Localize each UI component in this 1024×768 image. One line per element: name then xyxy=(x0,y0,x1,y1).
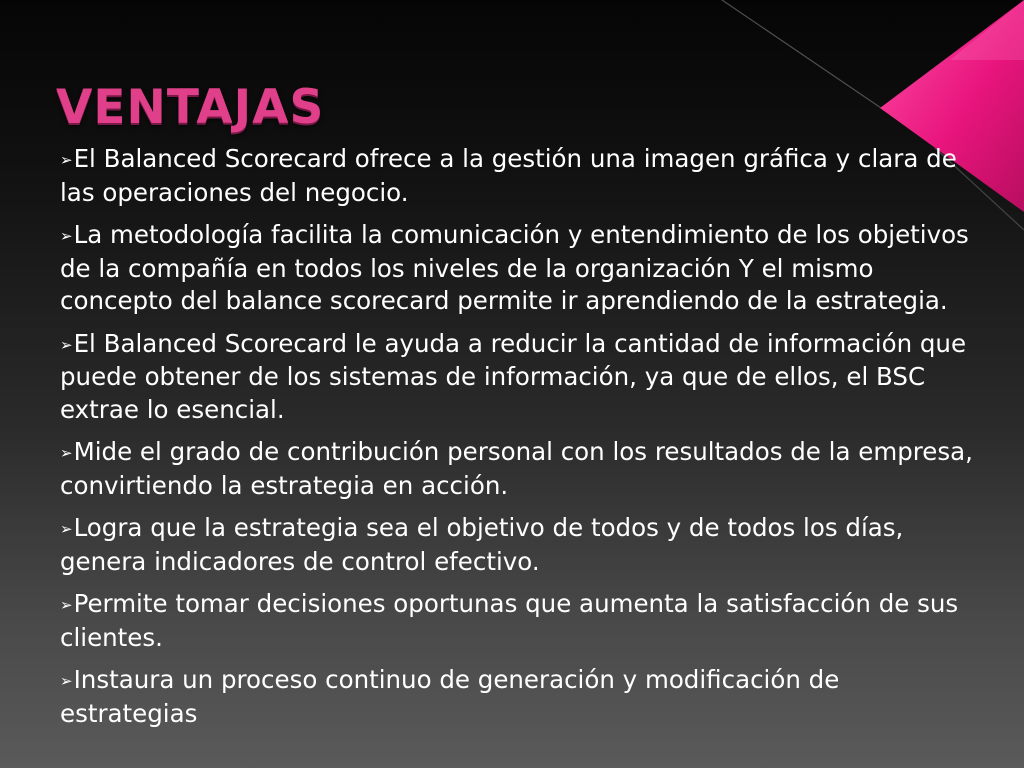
bullet-item xyxy=(60,436,980,502)
bullet-item xyxy=(60,664,980,730)
bullet-text: El Balanced Scorecard ofrece a la gestión una imagen gráfica y clara de las operaciones del negocio. xyxy=(60,144,957,207)
arrow-bullet-icon: ➢ xyxy=(60,227,73,245)
slide-title: VENTAJAS xyxy=(56,80,325,135)
arrow-bullet-icon: ➢ xyxy=(60,520,73,538)
bullet-item xyxy=(60,588,980,654)
bullet-item xyxy=(60,143,980,209)
arrow-bullet-icon: ➢ xyxy=(60,596,73,614)
bullet-text: Instaura un proceso continuo de generación y modificación de estrategias xyxy=(60,665,840,728)
bullet-item xyxy=(60,219,980,318)
bullet-text: La metodología facilita la comunicación y entendimiento de los objetivos de la compañía en todos los niveles de la organización Y el mismo concepto del balance scorecard permite ir aprendiendo de la estrategia. xyxy=(60,220,969,315)
bullet-text: Mide el grado de contribución personal con los resultados de la empresa, convirtiendo la estrategia en acción. xyxy=(60,437,973,500)
bullet-list xyxy=(60,143,980,740)
arrow-bullet-icon: ➢ xyxy=(60,335,73,354)
bullet-text: Logra que la estrategia sea el objetivo de todos y de todos los días, genera indicadores de control efectivo. xyxy=(60,513,904,576)
bullet-text: El Balanced Scorecard le ayuda a reducir la cantidad de información que puede obtener de los sistemas de información, ya que de ellos, el BSC extrae lo esencial. xyxy=(60,328,967,424)
bullet-text: Permite tomar decisiones oportunas que aumenta la satisfacción de sus clientes. xyxy=(60,589,959,652)
bullet-item xyxy=(60,328,980,427)
arrow-bullet-icon: ➢ xyxy=(60,672,73,690)
bullet-item xyxy=(60,512,980,578)
arrow-bullet-icon: ➢ xyxy=(60,444,73,462)
arrow-bullet-icon: ➢ xyxy=(60,151,73,169)
